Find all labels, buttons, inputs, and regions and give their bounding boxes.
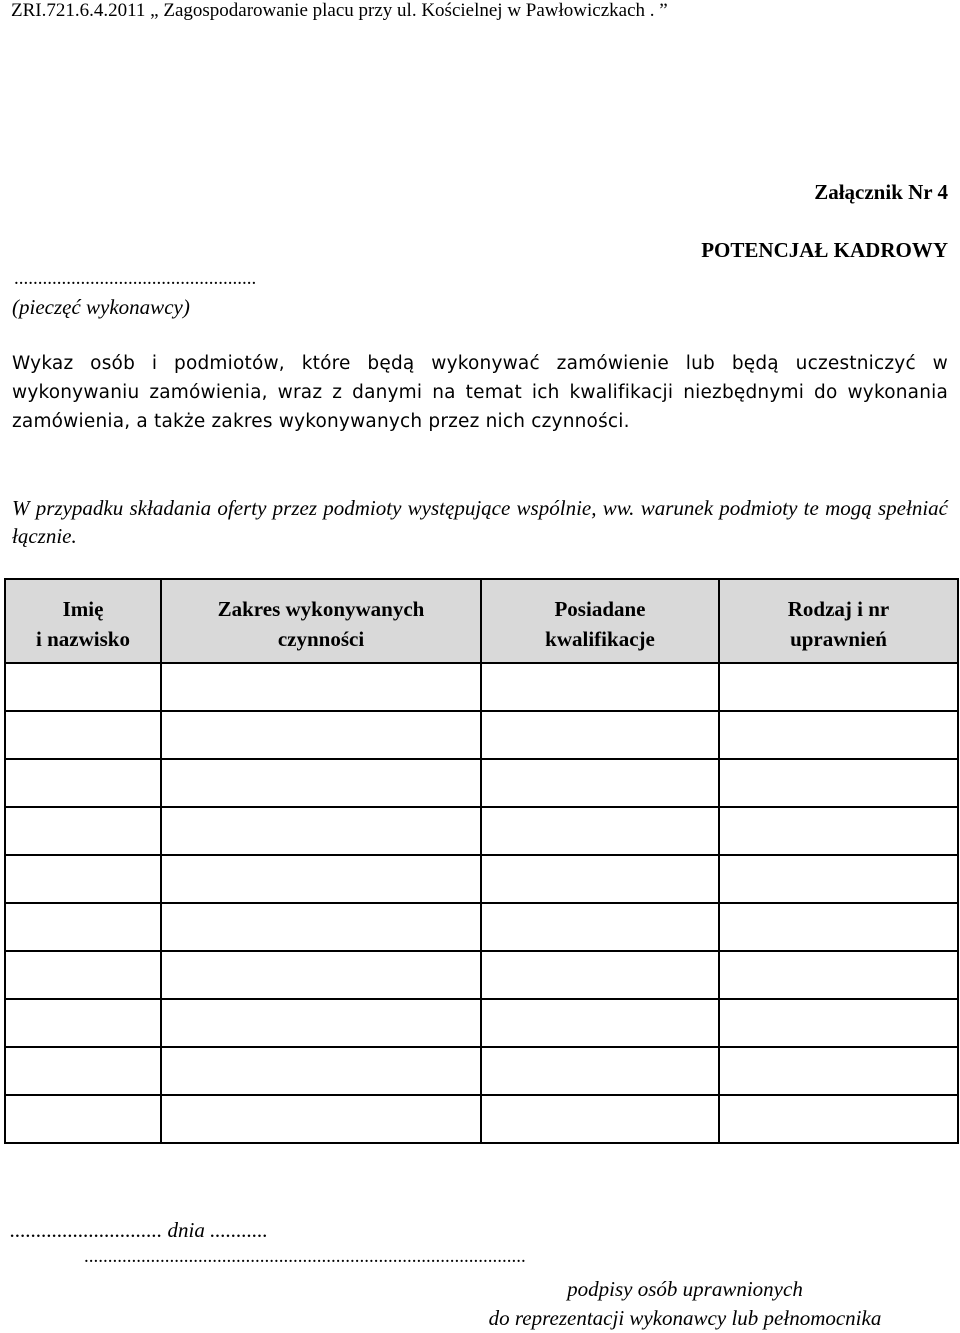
cell-scope	[161, 1095, 481, 1143]
stamp-dotted-line: ...................................................	[14, 268, 257, 289]
section-title: POTENCJAŁ KADROWY	[701, 238, 948, 262]
attachment-label: Załącznik Nr 4	[814, 180, 948, 204]
cell-scope	[161, 807, 481, 855]
cell-qualifications	[481, 759, 719, 807]
cell-qualifications	[481, 903, 719, 951]
cell-licenses	[719, 1095, 958, 1143]
date-line: ............................. dnia ...........	[10, 1218, 268, 1242]
cell-name	[5, 999, 161, 1047]
cell-name	[5, 711, 161, 759]
cell-qualifications	[481, 663, 719, 711]
header-qualifications-line2: kwalifikacje	[545, 627, 655, 651]
cell-scope	[161, 759, 481, 807]
header-qualifications-line1: Posiadane	[554, 597, 646, 621]
table-row	[5, 663, 958, 711]
cell-licenses	[719, 807, 958, 855]
cell-licenses	[719, 1047, 958, 1095]
header-name-line2: i nazwisko	[36, 627, 130, 651]
table-body	[5, 663, 958, 1143]
signature-dotted-line: .............................................................................................	[84, 1246, 526, 1267]
table-row	[5, 855, 958, 903]
cell-name	[5, 951, 161, 999]
table-row	[5, 951, 958, 999]
stamp-label: (pieczęć wykonawcy)	[12, 295, 190, 319]
cell-scope	[161, 951, 481, 999]
cell-name	[5, 1095, 161, 1143]
cell-qualifications	[481, 1095, 719, 1143]
table-header-row	[5, 579, 958, 663]
cell-licenses	[719, 951, 958, 999]
table-row	[5, 1047, 958, 1095]
cell-licenses	[719, 711, 958, 759]
header-licenses	[719, 579, 958, 663]
cell-qualifications	[481, 711, 719, 759]
cell-qualifications	[481, 855, 719, 903]
cell-licenses	[719, 903, 958, 951]
intro-paragraph: Wykaz osób i podmiotów, które będą wykonywać zamówienie lub będą uczestniczyć w wykonywaniu zamówienia, wraz z danymi na temat ich kwalifikacji niezbędnymi do wykonania zamówienia, a także zakres wykonywanych przez nich czynności.	[12, 353, 948, 432]
cell-licenses	[719, 855, 958, 903]
cell-qualifications	[481, 807, 719, 855]
cell-qualifications	[481, 999, 719, 1047]
cell-licenses	[719, 663, 958, 711]
header-name	[5, 579, 161, 663]
header-licenses-line1: Rodzaj i nr	[787, 597, 890, 621]
cell-scope	[161, 855, 481, 903]
header-licenses-line2: uprawnień	[790, 627, 887, 651]
cell-name	[5, 663, 161, 711]
staff-table	[4, 578, 959, 1144]
cell-scope	[161, 1047, 481, 1095]
header-scope-line1: Zakres wykonywanych	[217, 597, 425, 621]
table-row	[5, 1095, 958, 1143]
cell-name	[5, 855, 161, 903]
cell-qualifications	[481, 951, 719, 999]
cell-licenses	[719, 999, 958, 1047]
cell-scope	[161, 999, 481, 1047]
document-reference: ZRI.721.6.4.2011 „ Zagospodarowanie placu przy ul. Kościelnej w Pawłowiczkach . ”	[11, 0, 668, 21]
consortium-note: W przypadku składania oferty przez podmioty występujące wspólnie, ww. warunek podmioty te mogą spełniać łącznie.	[12, 496, 948, 548]
table-row	[5, 903, 958, 951]
cell-licenses	[719, 759, 958, 807]
table-row	[5, 999, 958, 1047]
table-row	[5, 807, 958, 855]
cell-scope	[161, 711, 481, 759]
header-name-line1: Imię	[62, 597, 104, 621]
cell-name	[5, 759, 161, 807]
header-qualifications	[481, 579, 719, 663]
table-row	[5, 759, 958, 807]
signature-label-line1: podpisy osób uprawnionych	[567, 1277, 803, 1301]
header-scope-line2: czynności	[277, 627, 365, 651]
cell-name	[5, 1047, 161, 1095]
signature-label-line2: do reprezentacji wykonawcy lub pełnomocnika	[488, 1306, 882, 1330]
table-row	[5, 711, 958, 759]
cell-scope	[161, 903, 481, 951]
header-scope	[161, 579, 481, 663]
signature-label	[450, 1275, 920, 1333]
cell-name	[5, 807, 161, 855]
cell-scope	[161, 663, 481, 711]
cell-qualifications	[481, 1047, 719, 1095]
cell-name	[5, 903, 161, 951]
